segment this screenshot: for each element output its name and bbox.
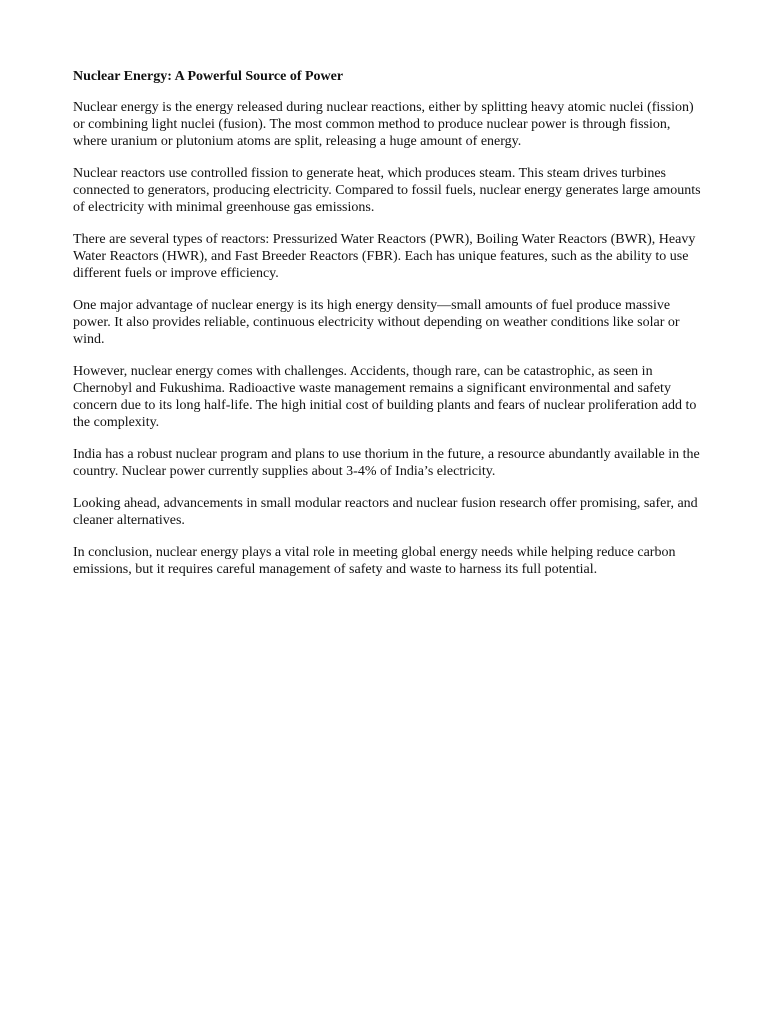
paragraph-reactors: Nuclear reactors use controlled fission to generate heat, which produces steam. This steam drives turbines connected to generators, producing electricity. Compared to fossil fuels, nuclear energy generates large amounts of electricity with minimal greenhouse gas emissions.: [73, 166, 701, 215]
document-title: Nuclear Energy: A Powerful Source of Power: [73, 69, 344, 84]
paragraph-advantages: One major advantage of nuclear energy is its high energy density—small amounts of fuel produce massive power. It also provides reliable, continuous electricity without depending on weather conditions like solar or wind.: [73, 298, 680, 347]
paragraph-reactor-types: There are several types of reactors: Pressurized Water Reactors (PWR), Boiling Water Reactors (BWR), Heavy Water Reactors (HWR), and Fast Breeder Reactors (FBR). Each has unique features, such as the ability to use different fuels or improve efficiency.: [73, 232, 696, 281]
paragraph-intro: Nuclear energy is the energy released during nuclear reactions, either by splitting heavy atomic nuclei (fission) or combining light nuclei (fusion). The most common method to produce nuclear power is through fission, where uranium or plutonium atoms are split, releasing a huge amount of energy.: [73, 100, 694, 149]
paragraph-challenges: However, nuclear energy comes with challenges. Accidents, though rare, can be catastrophic, as seen in Chernobyl and Fukushima. Radioactive waste management remains a significant environmental and safety concern due to its long half-life. The high initial cost of building plants and fears of nuclear proliferation add to the complexity.: [73, 364, 697, 430]
paragraph-conclusion: In conclusion, nuclear energy plays a vital role in meeting global energy needs while helping reduce carbon emissions, but it requires careful management of safety and waste to harness its full potential.: [73, 545, 676, 577]
document-page: [73, 68, 703, 593]
paragraph-india: India has a robust nuclear program and plans to use thorium in the future, a resource abundantly available in the country. Nuclear power currently supplies about 3-4% of India’s electricity.: [73, 447, 700, 479]
paragraph-future: Looking ahead, advancements in small modular reactors and nuclear fusion research offer promising, safer, and cleaner alternatives.: [73, 496, 698, 528]
